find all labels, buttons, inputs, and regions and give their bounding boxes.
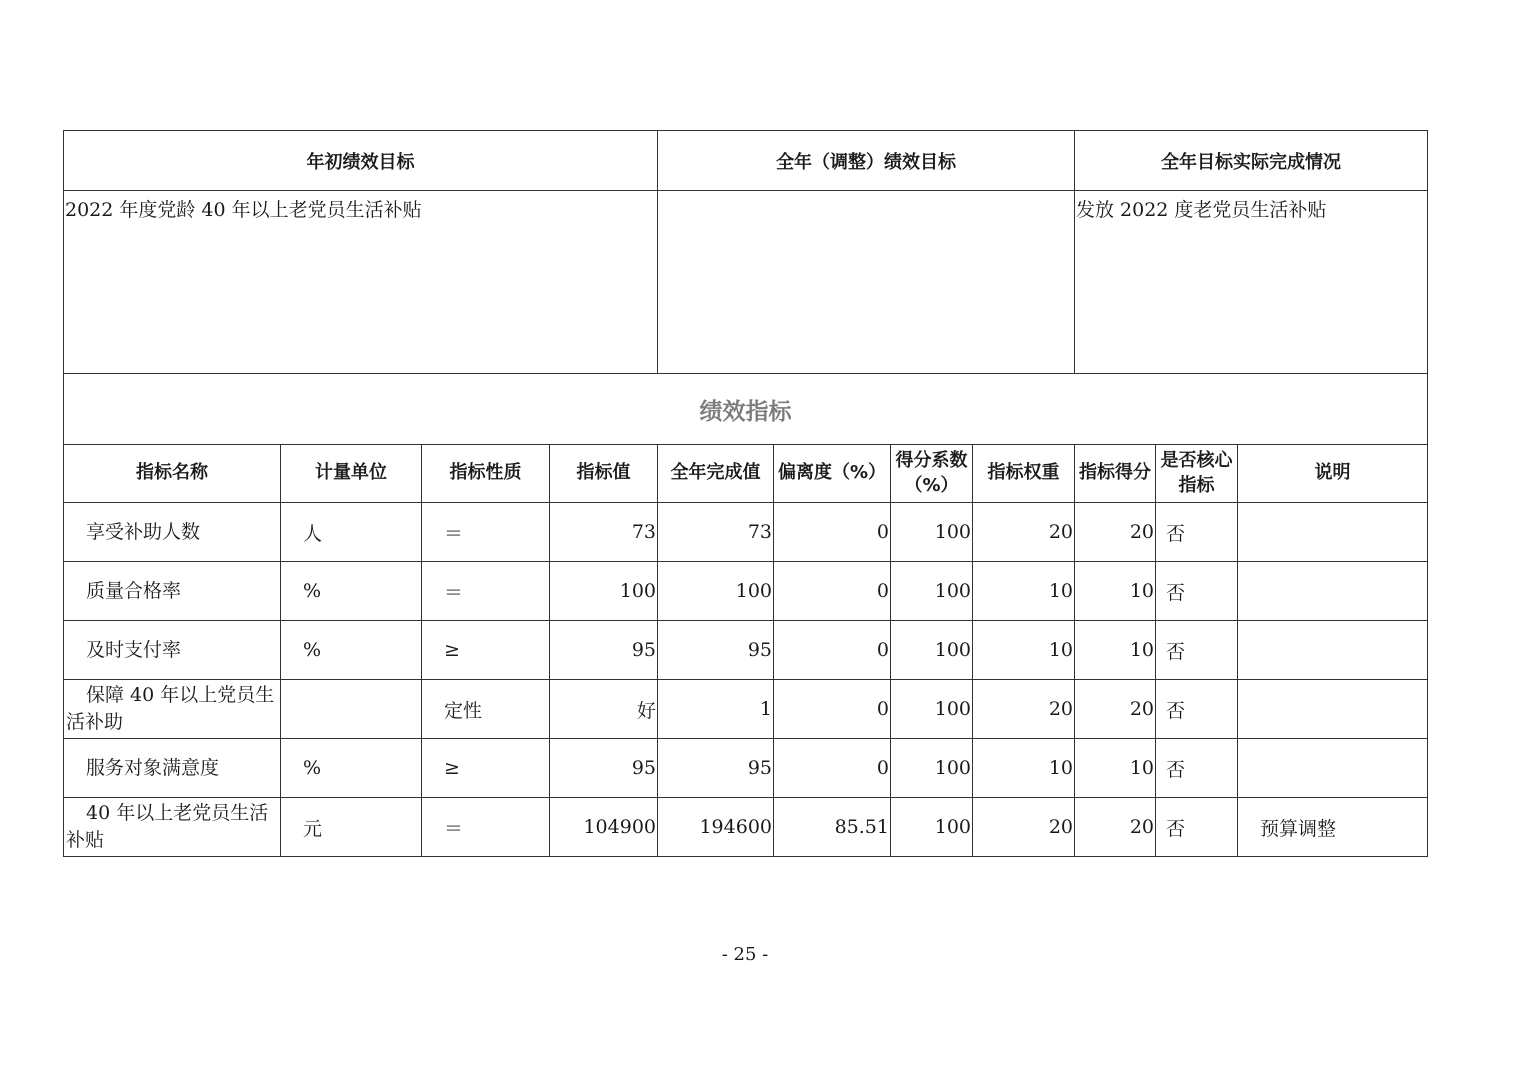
- metric-nature: ≥: [422, 621, 550, 680]
- actual-completion-text: 发放 2022 度老党员生活补贴: [1075, 191, 1428, 374]
- metrics-table: [63, 373, 1428, 857]
- metric-score: 10: [1075, 739, 1156, 798]
- metric-name: [64, 680, 281, 739]
- metric-coefficient: 100: [891, 739, 973, 798]
- metric-name: 服务对象满意度: [64, 739, 281, 798]
- metric-target: 好: [550, 680, 658, 739]
- metric-weight: 20: [973, 680, 1075, 739]
- header-adjusted-goal: 全年（调整）绩效目标: [658, 131, 1075, 191]
- metric-name-text: 40 年以上老党员生活补贴: [66, 802, 269, 851]
- metric-actual: 194600: [658, 798, 774, 857]
- metric-nature: ＝: [422, 503, 550, 562]
- metric-name: [64, 798, 281, 857]
- metric-core: 否: [1156, 739, 1238, 798]
- metric-score: 10: [1075, 562, 1156, 621]
- metric-note: [1238, 562, 1428, 621]
- col-header-weight: 指标权重: [973, 445, 1075, 503]
- metric-target: 73: [550, 503, 658, 562]
- metric-note: 预算调整: [1238, 798, 1428, 857]
- metric-core: 否: [1156, 503, 1238, 562]
- goals-table: [63, 130, 1428, 374]
- table-row: [64, 562, 1428, 621]
- metric-core: 否: [1156, 798, 1238, 857]
- metric-actual: 73: [658, 503, 774, 562]
- metric-unit: %: [281, 739, 422, 798]
- table-row: [64, 680, 1428, 739]
- metric-name: 享受补助人数: [64, 503, 281, 562]
- col-header-name: 指标名称: [64, 445, 281, 503]
- metric-weight: 10: [973, 621, 1075, 680]
- metric-coefficient: 100: [891, 798, 973, 857]
- metric-unit: %: [281, 621, 422, 680]
- metric-coefficient: 100: [891, 503, 973, 562]
- metric-note: [1238, 739, 1428, 798]
- metric-deviation: 0: [774, 680, 891, 739]
- initial-goal-text: 2022 年度党龄 40 年以上老党员生活补贴: [64, 191, 658, 374]
- metric-core: 否: [1156, 562, 1238, 621]
- metric-unit: 人: [281, 503, 422, 562]
- metric-weight: 10: [973, 739, 1075, 798]
- metric-score: 10: [1075, 621, 1156, 680]
- metric-nature: ＝: [422, 798, 550, 857]
- metric-deviation: 0: [774, 621, 891, 680]
- metric-nature: 定性: [422, 680, 550, 739]
- metric-coefficient: 100: [891, 621, 973, 680]
- metric-core: 否: [1156, 680, 1238, 739]
- table-row: [64, 503, 1428, 562]
- table-row: [64, 798, 1428, 857]
- metric-deviation: 0: [774, 562, 891, 621]
- metric-note: [1238, 680, 1428, 739]
- table-row: [64, 621, 1428, 680]
- metric-score: 20: [1075, 503, 1156, 562]
- col-header-core: 是否核心指标: [1156, 445, 1238, 503]
- col-header-note: 说明: [1238, 445, 1428, 503]
- metric-unit: [281, 680, 422, 739]
- metric-name: 质量合格率: [64, 562, 281, 621]
- col-header-coefficient: 得分系数（%）: [891, 445, 973, 503]
- adjusted-goal-text: [658, 191, 1075, 374]
- metric-note: [1238, 621, 1428, 680]
- metric-name-text: 保障 40 年以上党员生活补助: [66, 684, 275, 733]
- header-initial-goal: 年初绩效目标: [64, 131, 658, 191]
- table-row: [64, 739, 1428, 798]
- metric-actual: 1: [658, 680, 774, 739]
- metric-target: 104900: [550, 798, 658, 857]
- metric-nature: ＝: [422, 562, 550, 621]
- metric-target: 100: [550, 562, 658, 621]
- metric-unit: 元: [281, 798, 422, 857]
- metric-deviation: 0: [774, 739, 891, 798]
- metric-weight: 20: [973, 798, 1075, 857]
- metric-unit: %: [281, 562, 422, 621]
- col-header-nature: 指标性质: [422, 445, 550, 503]
- header-actual-completion: 全年目标实际完成情况: [1075, 131, 1428, 191]
- metric-score: 20: [1075, 680, 1156, 739]
- col-header-actual: 全年完成值: [658, 445, 774, 503]
- metric-actual: 95: [658, 739, 774, 798]
- metric-actual: 100: [658, 562, 774, 621]
- page-number: - 25 -: [721, 944, 769, 965]
- metric-target: 95: [550, 621, 658, 680]
- metric-note: [1238, 503, 1428, 562]
- metric-weight: 20: [973, 503, 1075, 562]
- col-header-target: 指标值: [550, 445, 658, 503]
- metric-target: 95: [550, 739, 658, 798]
- metric-coefficient: 100: [891, 562, 973, 621]
- metric-weight: 10: [973, 562, 1075, 621]
- metric-deviation: 0: [774, 503, 891, 562]
- col-header-deviation: 偏离度（%）: [774, 445, 891, 503]
- metric-core: 否: [1156, 621, 1238, 680]
- metric-score: 20: [1075, 798, 1156, 857]
- metric-name: 及时支付率: [64, 621, 281, 680]
- col-header-unit: 计量单位: [281, 445, 422, 503]
- col-header-score: 指标得分: [1075, 445, 1156, 503]
- metric-coefficient: 100: [891, 680, 973, 739]
- metric-deviation: 85.51: [774, 798, 891, 857]
- metric-actual: 95: [658, 621, 774, 680]
- metrics-section-title: 绩效指标: [64, 374, 1428, 445]
- metric-nature: ≥: [422, 739, 550, 798]
